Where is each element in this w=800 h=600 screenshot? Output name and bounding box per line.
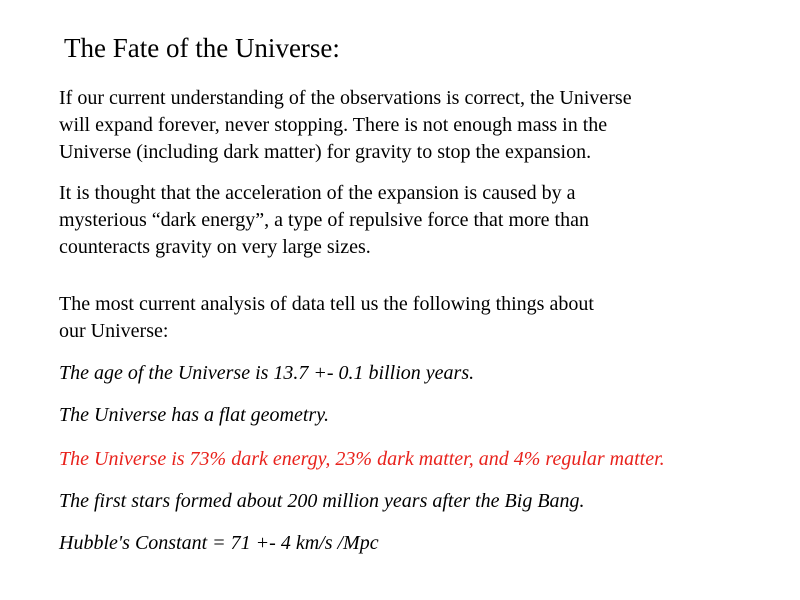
paragraph-line: It is thought that the acceleration of the expansion is caused by a xyxy=(59,182,576,204)
fact-geometry: The Universe has a flat geometry. xyxy=(59,404,329,426)
fact-composition: The Universe is 73% dark energy, 23% dark matter, and 4% regular matter. xyxy=(59,448,665,470)
paragraph-line: our Universe: xyxy=(59,320,169,342)
paragraph-expansion xyxy=(59,85,632,166)
slide-title: The Fate of the Universe: xyxy=(64,33,340,63)
paragraph-analysis xyxy=(59,291,594,345)
paragraph-line: will expand forever, never stopping. There is not enough mass in the xyxy=(59,114,608,136)
fact-hubble-constant: Hubble's Constant = 71 +- 4 km/s /Mpc xyxy=(59,532,379,554)
fact-age: The age of the Universe is 13.7 +- 0.1 billion years. xyxy=(59,362,475,384)
paragraph-line: Universe (including dark matter) for gravity to stop the expansion. xyxy=(59,141,592,163)
paragraph-dark-energy xyxy=(59,180,589,261)
fact-first-stars: The first stars formed about 200 million years after the Big Bang. xyxy=(59,490,585,512)
paragraph-line: The most current analysis of data tell us the following things about xyxy=(59,293,594,315)
paragraph-line: If our current understanding of the observations is correct, the Universe xyxy=(59,87,632,109)
paragraph-line: counteracts gravity on very large sizes. xyxy=(59,236,371,258)
paragraph-line: mysterious “dark energy”, a type of repulsive force that more than xyxy=(59,209,589,231)
